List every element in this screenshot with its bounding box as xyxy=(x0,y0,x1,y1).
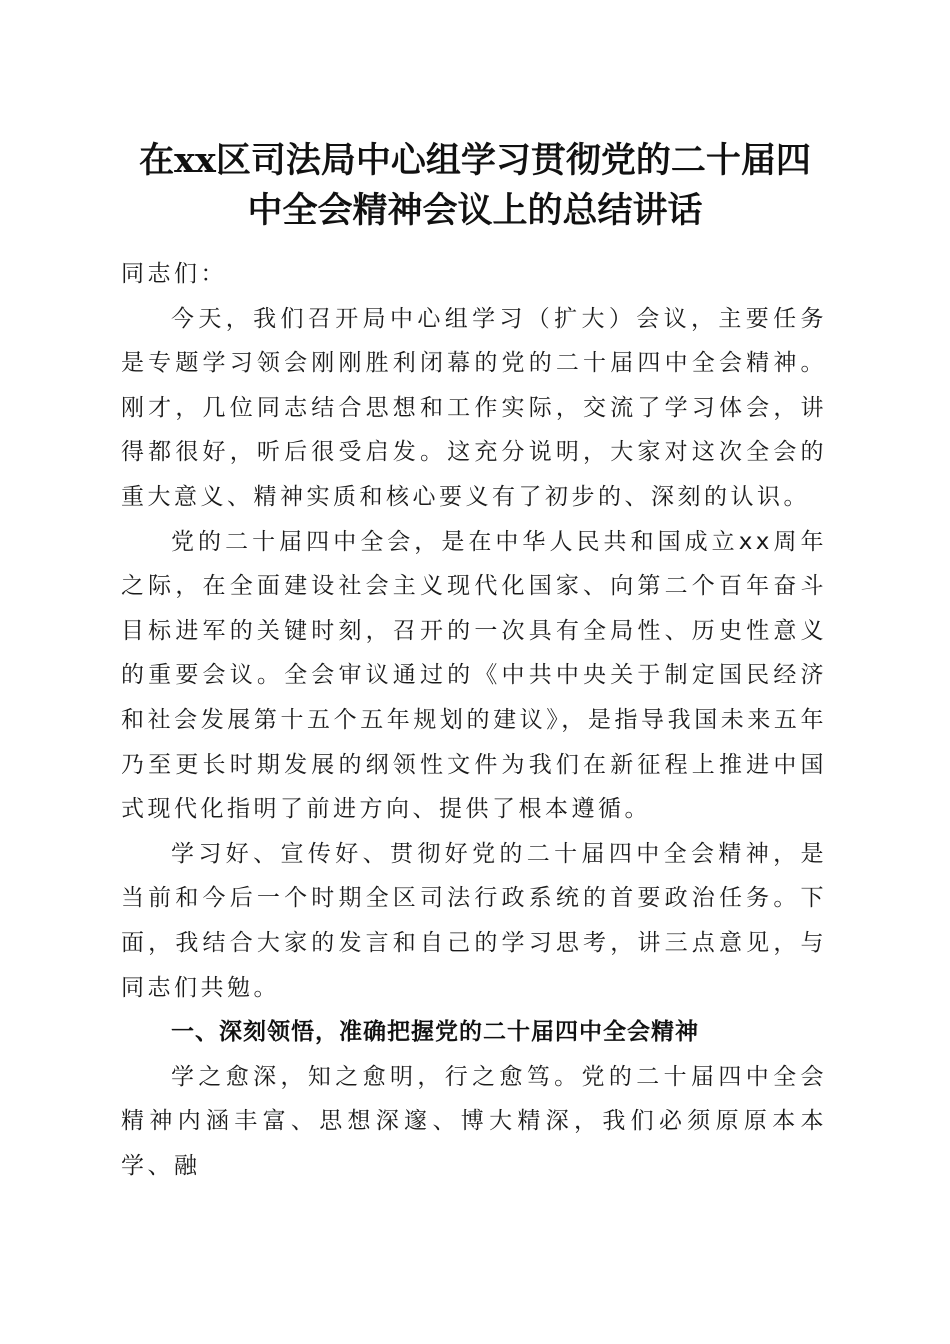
salutation: 同志们： xyxy=(121,261,227,287)
title-line-2: 中全会精神会议上的总结讲话 xyxy=(247,190,703,231)
body-paragraph-1: 今天，我们召开局中心组学习（扩大）会议，主要任务是专题学习领会刚刚胜利闭幕的党的二十届四中全会精神。刚才，几位同志结合思想和工作实际，交流了学习体会，讲得都很好，听后很受启发。这充分说明，大家对这次全会的重大意义、精神实质和核心要义有了初步的、深刻的认识。 xyxy=(121,305,827,510)
body-paragraph-2: 党的二十届四中全会，是在中华人民共和国成立xx周年之际，在全面建设社会主义现代化国家、向第二个百年奋斗目标进军的关键时刻，召开的一次具有全局性、历史性意义的重要会议。全会审议通过的《中共中央关于制定国民经济和社会发展第十五个五年规划的建议》，是指导我国未来五年乃至更长时期发展的纲领性文件为我们在新征程上推进中国式现代化指明了前进方向、提供了根本遵循。 xyxy=(121,528,827,823)
section-heading-1: 一、深刻领悟，准确把握党的二十届四中全会精神 xyxy=(171,1019,699,1046)
section-paragraph-1: 学之愈深，知之愈明，行之愈笃。党的二十届四中全会精神内涵丰富、思想深邃、博大精深，我们必须原原本本学、融 xyxy=(121,1063,827,1179)
body-paragraph-3: 学习好、宣传好、贯彻好党的二十届四中全会精神，是当前和今后一个时期全区司法行政系统的首要政治任务。下面，我结合大家的发言和自己的学习思考，讲三点意见，与同志们共勉。 xyxy=(121,840,827,1001)
title-line-1: 在xx区司法局中心组学习贯彻党的二十届四 xyxy=(139,140,811,181)
document-title xyxy=(100,136,850,236)
document-body xyxy=(121,252,827,1188)
